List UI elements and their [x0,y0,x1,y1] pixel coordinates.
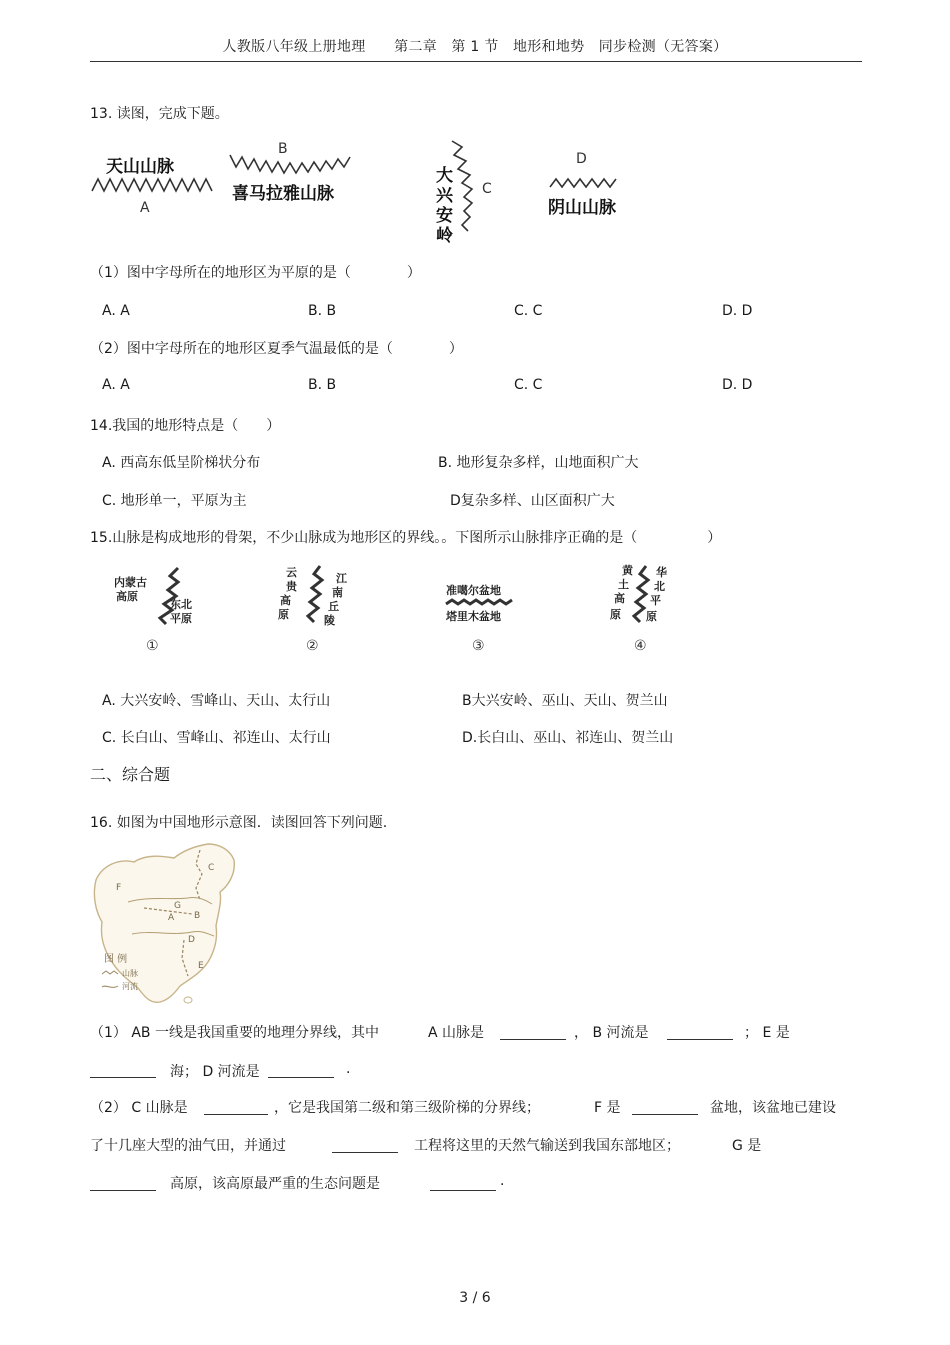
q16-line4-part2: 工程将这里的天然气输送到我国东部地区； [414,1138,680,1154]
map-label-g: G [174,901,181,911]
china-terrain-map [88,840,238,1010]
hainan-island [184,997,192,1003]
q16-line1-part2: A 山脉是 [428,1025,485,1041]
dxal-ridge [452,141,472,231]
q16-line5-part2: . [500,1173,505,1189]
fig2-left-3: 高 [280,594,291,607]
label-himalaya: 喜马拉雅山脉 [232,184,334,204]
fig4-right-4: 原 [646,610,657,623]
fig3-bottom: 塔里木盆地 [446,610,501,623]
q16-line4-part1: 了十几座大型的油气田，并通过 [90,1138,286,1154]
q14-option-a[interactable]: A. 西高东低呈阶梯状分布 [102,455,261,471]
q15-stem: 15.山脉是构成地形的骨架，不少山脉成为地形区的界线。。下图所示山脉排序正确的是（ ） [90,530,722,546]
page-header: 人教版八年级上册地理 第二章 第 1 节 地形和地势 同步检测（无答案） [222,39,728,55]
blank-a-mountain[interactable] [500,1025,566,1040]
q15-figure-1 [114,568,192,654]
fig4-left-4: 原 [610,608,621,621]
q15-figure-2 [278,566,348,654]
map-label-a: A [168,913,175,923]
legend-river-label: 河流 [122,982,138,991]
fig2-left-4: 原 [278,608,289,621]
q14-stem: 14.我国的地形特点是（ ） [90,418,281,434]
q16-line3-part4: 盆地，该盆地已建设 [710,1100,836,1116]
fig2-left-1: 云 [286,566,297,579]
himalaya-ridge [230,155,350,173]
fig3-top: 准噶尔盆地 [446,584,501,597]
label-dxal-3: 安 [436,206,453,226]
q13-sub1-option-b[interactable]: B. B [308,303,337,319]
fig1-left-2: 高原 [116,590,138,603]
q16-line3-part2: ，它是我国第二级和第三级阶梯的分界线； [274,1100,540,1116]
q13-sub2-option-a[interactable]: A. A [102,377,130,393]
fig4-left-2: 土 [618,578,629,591]
q16-line1-part4: ； E 是 [744,1025,790,1041]
q13-sub1-option-d[interactable]: D. D [722,303,753,319]
blank-f-basin[interactable] [632,1100,698,1115]
fig2-number: ② [306,638,319,654]
label-yinshan: 阴山山脉 [548,198,616,218]
q16-line3-part1: （2） C 山脉是 [90,1100,188,1116]
q15-figures [100,560,700,660]
map-label-b: B [194,911,201,921]
q13-sub1-option-c[interactable]: C. C [514,303,543,319]
letter-d: D [576,151,587,167]
blank-g-plateau[interactable] [90,1176,156,1191]
blank-e-sea[interactable] [90,1063,156,1078]
blank-d-river[interactable] [268,1063,334,1078]
q15-figure-3 [445,583,512,654]
blank-b-river[interactable] [667,1025,733,1040]
blank-c-mountain[interactable] [204,1100,268,1115]
q15-option-b[interactable]: B大兴安岭、巫山、天山、贺兰山 [462,693,668,709]
q15-figure-4 [610,563,667,654]
label-dxal-1: 大 [436,166,453,186]
q16-line3-part3: F 是 [594,1100,621,1116]
fig2-ridge [308,566,322,622]
letter-b: B [278,141,288,157]
header-divider [90,61,862,62]
letter-a: A [140,200,150,216]
fig4-number: ④ [634,638,647,654]
fig4-right-3: 平 [650,594,661,607]
legend-mountain-icon [102,971,118,974]
q16-line2-part1: 海； D 河流是 [170,1064,260,1080]
q16-stem: 16. 如图为中国地形示意图．读图回答下列问题. [90,815,388,831]
fig2-left-2: 贵 [286,580,297,593]
blank-eco-problem[interactable] [430,1176,496,1191]
label-dxal-2: 兴 [436,186,453,206]
map-label-d: D [188,935,195,945]
fig3-ridge [446,600,512,604]
fig2-right-3: 丘 [328,600,339,613]
q13-figure [90,135,650,247]
fig2-right-2: 南 [332,586,343,599]
fig2-right-1: 江 [336,572,347,585]
fig4-right-1: 华 [656,566,667,579]
fig3-number: ③ [472,638,485,654]
map-label-f: F [116,883,122,893]
fig1-left-1: 内蒙古 [114,576,147,589]
legend-river-icon [102,986,118,987]
q13-sub2-option-b[interactable]: B. B [308,377,337,393]
q15-option-a[interactable]: A. 大兴安岭、雪峰山、天山、太行山 [102,693,331,709]
page-number: 3 / 6 [459,1290,491,1306]
q13-sub1-option-a[interactable]: A. A [102,303,130,319]
q16-line1-part3: ， B 河流是 [574,1025,649,1041]
section-title-comprehensive: 二、综合题 [90,765,171,784]
legend-title: 图 例 [104,954,128,965]
blank-gas-project[interactable] [332,1138,398,1153]
q16-line5-part1: 高原，该高原最严重的生态问题是 [170,1176,380,1192]
label-tianshan: 天山山脉 [106,157,174,177]
q14-option-c[interactable]: C. 地形单一，平原为主 [102,493,247,509]
legend-mountain-label: 山脉 [122,969,138,978]
yinshan-ridge [550,179,616,187]
map-label-c: C [208,863,215,873]
fig1-number: ① [146,638,159,654]
letter-c: C [482,181,492,197]
q13-sub2-stem: （2）图中字母所在的地形区夏季气温最低的是（ ） [90,341,463,357]
fig1-right-2: 平原 [170,612,192,625]
q16-line4-part3: G 是 [732,1138,762,1154]
fig1-right-1: 东北 [170,598,192,611]
label-dxal-4: 岭 [436,226,453,246]
map-label-e: E [198,961,204,971]
q16-line2-part2: . [346,1061,351,1077]
q16-line1-part1: （1） AB 一线是我国重要的地理分界线，其中 [90,1025,379,1041]
q14-option-d[interactable]: D复杂多样、山区面积广大 [450,493,615,509]
q13-sub1-stem: （1）图中字母所在的地形区为平原的是（ ） [90,265,421,281]
q14-option-b[interactable]: B. 地形复杂多样，山地面积广大 [438,455,639,471]
q13-stem: 13. 读图，完成下题。 [90,106,229,122]
q15-option-c[interactable]: C. 长白山、雪峰山、祁连山、太行山 [102,730,331,746]
fig4-right-2: 北 [654,580,665,593]
fig4-left-3: 高 [614,592,625,605]
tianshan-ridge [92,179,212,191]
fig2-right-4: 陵 [324,614,335,627]
fig4-left-1: 黄 [622,564,633,577]
q15-option-d[interactable]: D.长白山、巫山、祁连山、贺兰山 [462,730,674,746]
q13-sub2-option-c[interactable]: C. C [514,377,543,393]
q13-sub2-option-d[interactable]: D. D [722,377,753,393]
